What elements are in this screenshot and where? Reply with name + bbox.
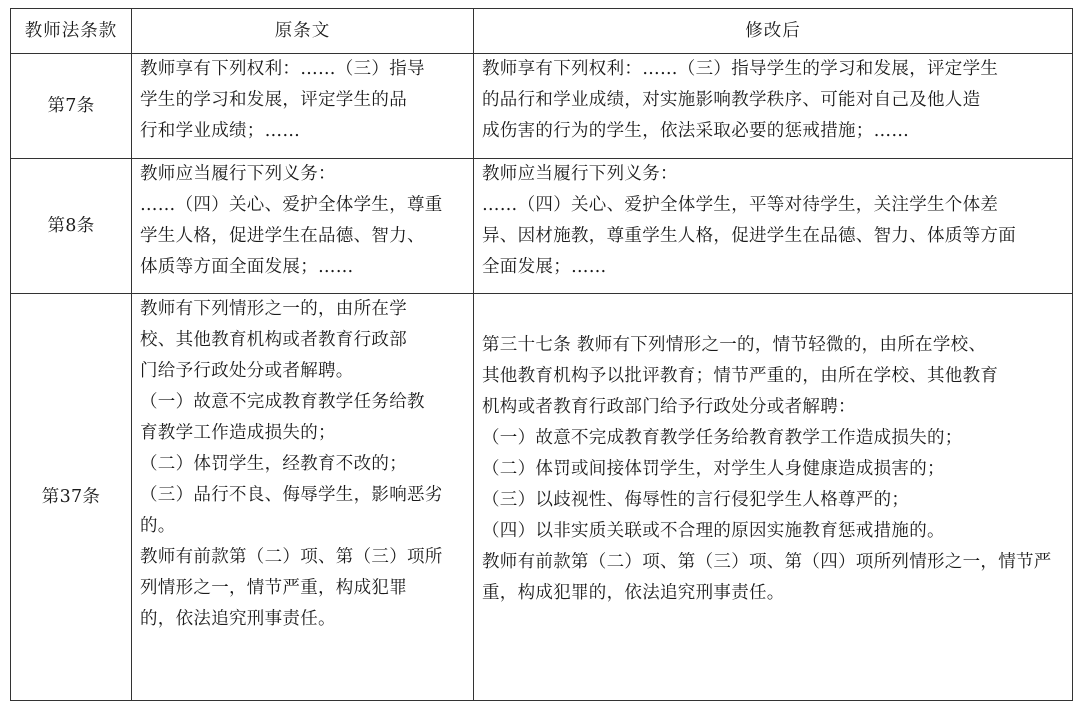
text-line: （一）故意不完成教育教学任务给教育教学工作造成损失的； [482, 428, 963, 448]
table-row [11, 159, 1073, 294]
text-line: 的品行和学业成绩，对实施影响教学秩序、可能对自己及他人造 [482, 90, 981, 110]
text-line: 的。 [140, 516, 176, 536]
text-line: 列情形之一，情节严重，构成犯罪 [140, 578, 407, 598]
text-line: 教师享有下列权利：……（三）指导学生的学习和发展，评定学生 [482, 59, 999, 79]
text-line: 体质等方面全面发展；…… [140, 257, 354, 277]
text-line: 全面发展；…… [482, 257, 607, 277]
article-cell: 第7条 [11, 54, 132, 159]
text-line: 教师应当履行下列义务： [140, 164, 336, 184]
text-line: 教师有下列情形之一的，由所在学 [140, 299, 407, 319]
text-line: 教师享有下列权利：……（三）指导 [140, 59, 425, 79]
revised-text-cell [474, 294, 1073, 701]
text-line: 校、其他教育机构或者教育行政部 [140, 330, 407, 350]
text-line: 学生人格，促进学生在品德、智力、 [140, 226, 425, 246]
revised-text-cell [474, 54, 1073, 159]
header-row [11, 9, 1073, 54]
article-cell: 第37条 [11, 294, 132, 701]
text-line: 教师有前款第（二）项、第（三）项所 [140, 547, 443, 567]
header-article: 教师法条款 [11, 9, 132, 54]
original-text-cell [132, 294, 474, 701]
article-cell: 第8条 [11, 159, 132, 294]
text-line: 的，依法追究刑事责任。 [140, 609, 336, 629]
table-row [11, 54, 1073, 159]
text-line: ……（四）关心、爱护全体学生，平等对待学生，关注学生个体差 [482, 195, 999, 215]
text-line: （三）品行不良、侮辱学生，影响恶劣 [140, 485, 443, 505]
text-line: （二）体罚学生，经教育不改的； [140, 454, 407, 474]
header-original: 原条文 [132, 9, 474, 54]
text-line: 教师有前款第（二）项、第（三）项、第（四）项所列情形之一，情节严 [482, 552, 1052, 572]
text-line: （三）以歧视性、侮辱性的言行侵犯学生人格尊严的； [482, 490, 910, 510]
text-line: 重，构成犯罪的，依法追究刑事责任。 [482, 583, 785, 603]
text-line: 其他教育机构予以批评教育；情节严重的，由所在学校、其他教育 [482, 366, 999, 386]
text-line: 行和学业成绩；…… [140, 121, 301, 141]
revised-text-cell [474, 159, 1073, 294]
text-line: 门给予行政处分或者解聘。 [140, 361, 354, 381]
text-line: ……（四）关心、爱护全体学生，尊重 [140, 195, 443, 215]
text-line: 机构或者教育行政部门给予行政处分或者解聘： [482, 397, 856, 417]
text-line: （二）体罚或间接体罚学生，对学生人身健康造成损害的； [482, 459, 945, 479]
original-text-cell [132, 54, 474, 159]
text-line: 第三十七条 教师有下列情形之一的，情节轻微的，由所在学校、 [482, 335, 987, 355]
text-line: 教师应当履行下列义务： [482, 164, 678, 184]
header-revised: 修改后 [474, 9, 1073, 54]
table-row [11, 294, 1073, 701]
text-line: 学生的学习和发展，评定学生的品 [140, 90, 407, 110]
text-line: 异、因材施教，尊重学生人格，促进学生在品德、智力、体质等方面 [482, 226, 1016, 246]
comparison-table [10, 8, 1073, 701]
text-line: （一）故意不完成教育教学任务给教 [140, 392, 425, 412]
text-line: 成伤害的行为的学生，依法采取必要的惩戒措施；…… [482, 121, 910, 141]
text-line: 育教学工作造成损失的； [140, 423, 336, 443]
text-line: （四）以非实质关联或不合理的原因实施教育惩戒措施的。 [482, 521, 945, 541]
original-text-cell [132, 159, 474, 294]
